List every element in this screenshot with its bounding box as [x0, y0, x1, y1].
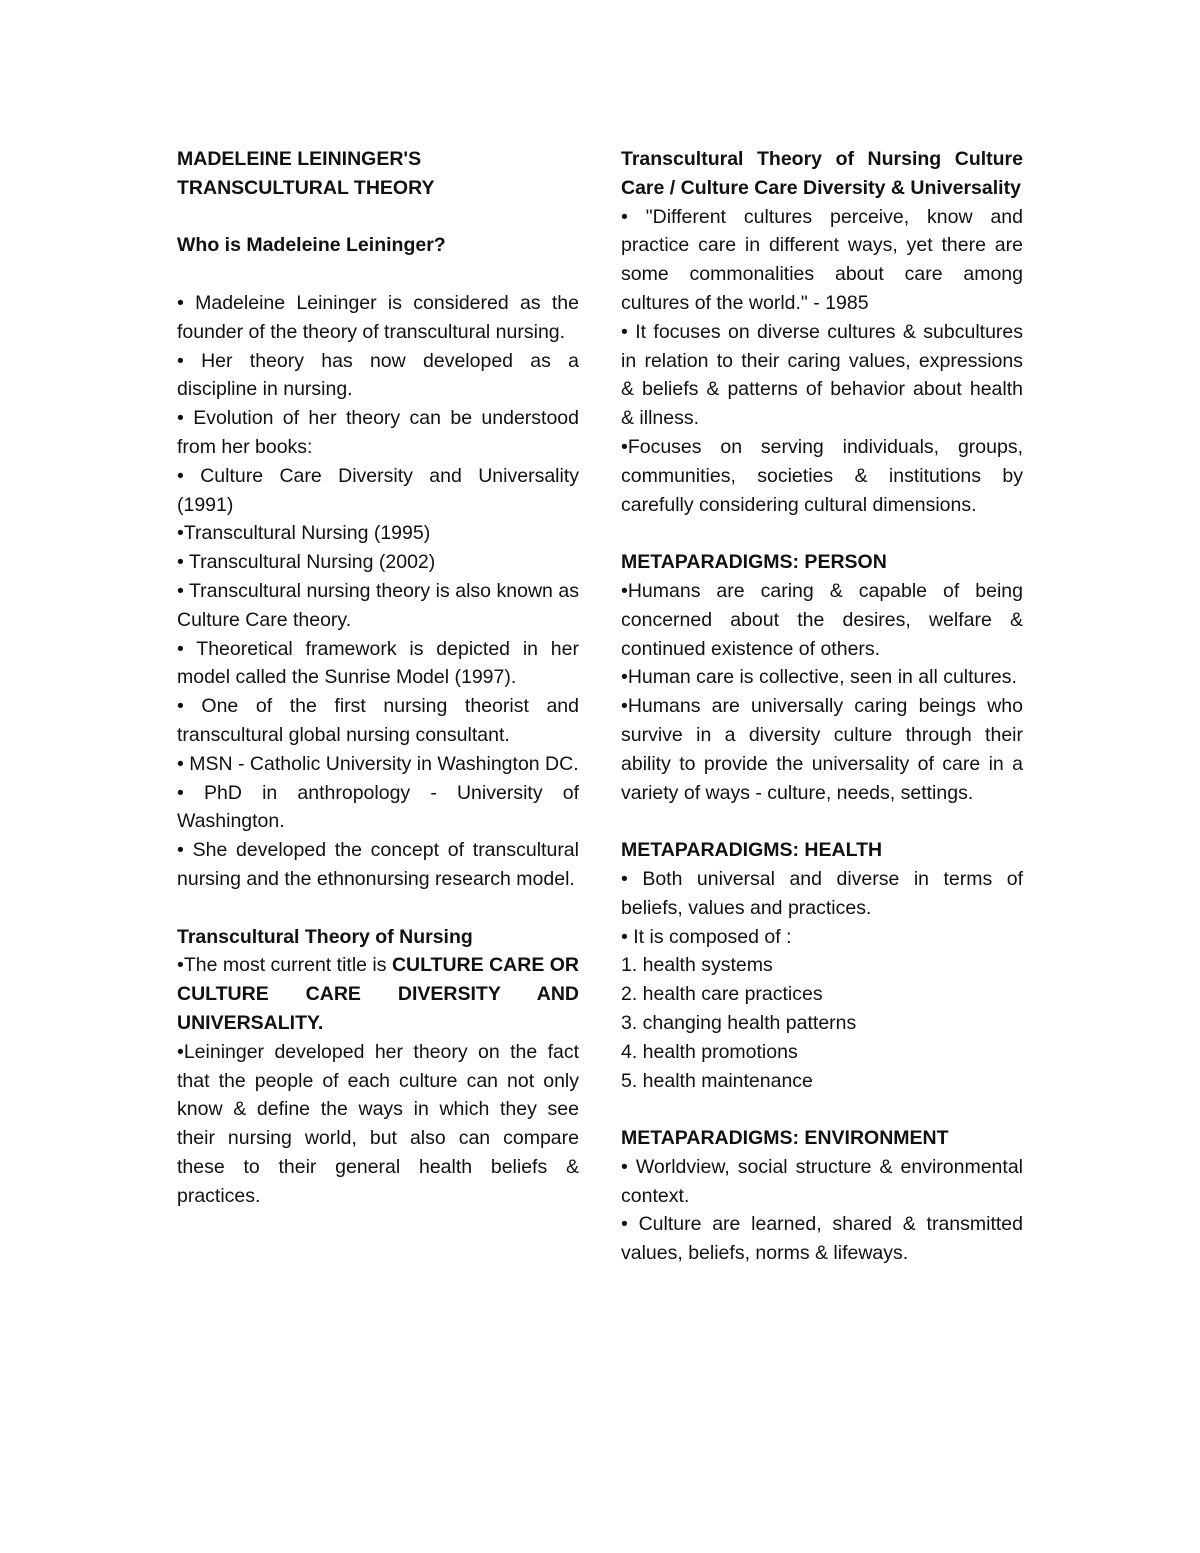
- health-item: • Both universal and diverse in terms of beliefs, values and practices.: [621, 867, 1023, 919]
- spacer: [621, 807, 1023, 836]
- health-item: 4. health promotions: [621, 1040, 798, 1063]
- theory-current-title: CULTURE CARE OR CULTURE CARE DIVERSITY AND UNIVERSALITY.: [177, 954, 580, 1034]
- environment-item: • Worldview, social structure & environmental context.: [621, 1155, 1023, 1207]
- health-item: 5. health maintenance: [621, 1069, 813, 1092]
- health-heading: METAPARADIGMS: HEALTH: [621, 839, 883, 862]
- person-item: •Human care is collective, seen in all cultures.: [621, 666, 1017, 689]
- environment-item: • Culture are learned, shared & transmitted values, beliefs, norms & lifeways.: [621, 1213, 1023, 1265]
- who-item: •Transcultural Nursing (1995): [177, 522, 431, 545]
- health-item: 1. health systems: [621, 954, 773, 977]
- who-item: • One of the first nursing theorist and transcultural global nursing consultant.: [177, 695, 579, 746]
- who-item: • PhD in anthropology - University of Washington.: [177, 781, 579, 833]
- who-item: • Her theory has now developed as a discipline in nursing.: [177, 349, 579, 401]
- culture-care-item: •Focuses on serving individuals, groups, communities, societies & institutions by carefully considering cultural dimensions.: [621, 435, 1023, 516]
- theory-current-prefix: •The most current title is: [177, 954, 392, 977]
- who-item: • Transcultural nursing theory is also known as Culture Care theory.: [177, 579, 579, 631]
- spacer: [177, 894, 579, 923]
- who-item: • Evolution of her theory can be understood from her books:: [177, 407, 579, 458]
- who-heading: Who is Madeleine Leininger?: [177, 234, 446, 257]
- spacer: [621, 519, 1023, 548]
- culture-care-heading: Transcultural Theory of Nursing Culture Care / Culture Care Diversity & Universality: [621, 148, 1023, 199]
- culture-care-item: • "Different cultures perceive, know and practice care in different ways, yet there are some commonalities about care among cultures of the world." - 1985: [621, 205, 1023, 314]
- health-item: 3. changing health patterns: [621, 1011, 857, 1034]
- who-item: • Transcultural Nursing (2002): [177, 551, 436, 574]
- theory-developed-paragraph: •Leininger developed her theory on the fact that the people of each culture can not only know & define the ways in which they see their nursing world, but also can compare these to their general health beliefs & practices.: [177, 1040, 579, 1207]
- who-item: • Culture Care Diversity and Universality (1991): [177, 464, 579, 516]
- who-item: • MSN - Catholic University in Washington DC.: [177, 752, 579, 775]
- culture-care-item: • It focuses on diverse cultures & subcultures in relation to their caring values, expressions & beliefs & patterns of behavior about health & illness.: [621, 320, 1023, 430]
- person-heading: METAPARADIGMS: PERSON: [621, 551, 887, 574]
- right-column: [621, 145, 1023, 1268]
- spacer: [177, 203, 579, 232]
- health-item: 2. health care practices: [621, 983, 823, 1006]
- who-item: • She developed the concept of transcultural nursing and the ethnonursing research model.: [177, 839, 579, 890]
- spacer: [177, 260, 579, 289]
- who-item: • Madeleine Leininger is considered as the founder of the theory of transcultural nursing.: [177, 291, 579, 343]
- who-item: • Theoretical framework is depicted in her model called the Sunrise Model (1997).: [177, 637, 579, 689]
- document-title-line2: TRANSCULTURAL THEORY: [177, 176, 435, 199]
- environment-heading: METAPARADIGMS: ENVIRONMENT: [621, 1127, 949, 1150]
- theory-heading: Transcultural Theory of Nursing: [177, 925, 473, 948]
- theory-current-title-paragraph: [177, 951, 579, 1037]
- left-column: [177, 145, 579, 1210]
- health-item: • It is composed of :: [621, 925, 792, 948]
- person-item: •Humans are caring & capable of being concerned about the desires, welfare & continued existence of others.: [621, 579, 1023, 660]
- person-item: •Humans are universally caring beings who survive in a diversity culture through their ability to provide the universality of care in a variety of ways - culture, needs, settings.: [621, 695, 1023, 804]
- spacer: [621, 1095, 1023, 1124]
- document-title-line1: MADELEINE LEININGER'S: [177, 148, 422, 170]
